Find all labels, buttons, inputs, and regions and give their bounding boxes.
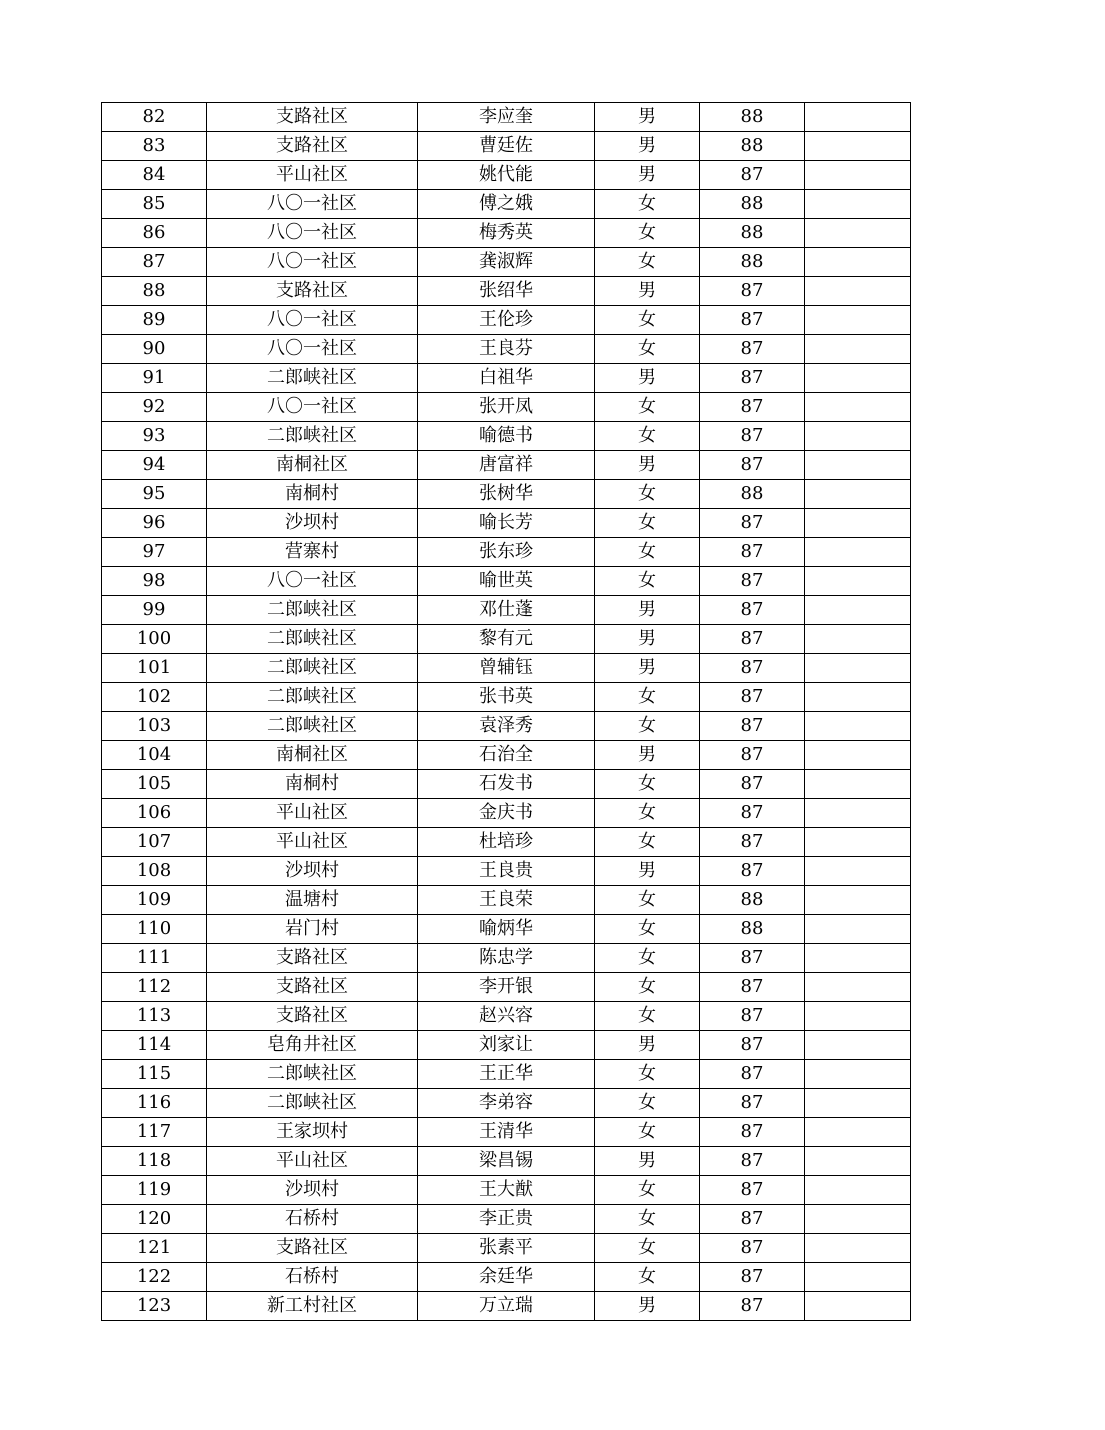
- cell-name: 杜培珍: [418, 828, 595, 857]
- cell-community: 平山社区: [207, 1147, 418, 1176]
- cell-gender: 男: [595, 364, 700, 393]
- table-row: [102, 306, 911, 335]
- cell-age: 87: [700, 1234, 805, 1263]
- cell-age: 87: [700, 973, 805, 1002]
- cell-community: 石桥村: [207, 1205, 418, 1234]
- cell-note: [805, 132, 911, 161]
- cell-name: 余廷华: [418, 1263, 595, 1292]
- cell-number: 117: [102, 1118, 207, 1147]
- table-row: [102, 799, 911, 828]
- cell-note: [805, 335, 911, 364]
- table-row: [102, 219, 911, 248]
- cell-gender: 女: [595, 190, 700, 219]
- cell-community: 石桥村: [207, 1263, 418, 1292]
- cell-gender: 女: [595, 915, 700, 944]
- cell-number: 102: [102, 683, 207, 712]
- cell-number: 98: [102, 567, 207, 596]
- cell-note: [805, 857, 911, 886]
- cell-note: [805, 277, 911, 306]
- table-row: [102, 1205, 911, 1234]
- cell-name: 王大猷: [418, 1176, 595, 1205]
- cell-number: 108: [102, 857, 207, 886]
- cell-community: 八〇一社区: [207, 190, 418, 219]
- cell-age: 87: [700, 1089, 805, 1118]
- cell-note: [805, 886, 911, 915]
- cell-age: 87: [700, 393, 805, 422]
- cell-note: [805, 1263, 911, 1292]
- cell-number: 86: [102, 219, 207, 248]
- cell-name: 王正华: [418, 1060, 595, 1089]
- cell-note: [805, 1176, 911, 1205]
- cell-number: 121: [102, 1234, 207, 1263]
- cell-gender: 女: [595, 306, 700, 335]
- table-row: [102, 364, 911, 393]
- table-row: [102, 567, 911, 596]
- cell-name: 石治全: [418, 741, 595, 770]
- cell-gender: 女: [595, 1002, 700, 1031]
- cell-note: [805, 1234, 911, 1263]
- cell-gender: 男: [595, 132, 700, 161]
- cell-age: 87: [700, 799, 805, 828]
- cell-gender: 男: [595, 741, 700, 770]
- cell-community: 二郎峡社区: [207, 596, 418, 625]
- cell-note: [805, 480, 911, 509]
- cell-name: 曹廷佐: [418, 132, 595, 161]
- cell-note: [805, 973, 911, 1002]
- cell-gender: 女: [595, 219, 700, 248]
- cell-number: 89: [102, 306, 207, 335]
- cell-community: 二郎峡社区: [207, 364, 418, 393]
- cell-age: 87: [700, 335, 805, 364]
- cell-note: [805, 944, 911, 973]
- cell-number: 88: [102, 277, 207, 306]
- cell-age: 87: [700, 451, 805, 480]
- cell-name: 喻世英: [418, 567, 595, 596]
- cell-name: 张素平: [418, 1234, 595, 1263]
- table-row: [102, 654, 911, 683]
- cell-name: 唐富祥: [418, 451, 595, 480]
- cell-gender: 男: [595, 1147, 700, 1176]
- cell-number: 120: [102, 1205, 207, 1234]
- cell-note: [805, 248, 911, 277]
- cell-age: 87: [700, 857, 805, 886]
- cell-note: [805, 799, 911, 828]
- cell-number: 85: [102, 190, 207, 219]
- cell-note: [805, 422, 911, 451]
- cell-note: [805, 712, 911, 741]
- cell-gender: 女: [595, 1234, 700, 1263]
- cell-name: 龚淑辉: [418, 248, 595, 277]
- cell-number: 103: [102, 712, 207, 741]
- cell-note: [805, 1118, 911, 1147]
- cell-age: 88: [700, 248, 805, 277]
- table-row: [102, 915, 911, 944]
- table-row: [102, 132, 911, 161]
- cell-gender: 女: [595, 712, 700, 741]
- cell-age: 87: [700, 422, 805, 451]
- cell-name: 傅之娥: [418, 190, 595, 219]
- cell-community: 支路社区: [207, 1234, 418, 1263]
- cell-age: 87: [700, 509, 805, 538]
- cell-number: 110: [102, 915, 207, 944]
- cell-gender: 女: [595, 393, 700, 422]
- table-row: [102, 886, 911, 915]
- cell-note: [805, 654, 911, 683]
- cell-number: 95: [102, 480, 207, 509]
- cell-community: 南桐村: [207, 770, 418, 799]
- table-row: [102, 248, 911, 277]
- table-row: [102, 335, 911, 364]
- cell-name: 张开凤: [418, 393, 595, 422]
- cell-gender: 男: [595, 857, 700, 886]
- cell-name: 曾辅钰: [418, 654, 595, 683]
- cell-age: 87: [700, 1031, 805, 1060]
- cell-age: 87: [700, 712, 805, 741]
- cell-community: 南桐社区: [207, 451, 418, 480]
- cell-community: 新工村社区: [207, 1292, 418, 1321]
- cell-gender: 女: [595, 973, 700, 1002]
- cell-community: 八〇一社区: [207, 219, 418, 248]
- cell-gender: 女: [595, 509, 700, 538]
- cell-community: 营寨村: [207, 538, 418, 567]
- cell-name: 白祖华: [418, 364, 595, 393]
- cell-community: 八〇一社区: [207, 393, 418, 422]
- cell-age: 88: [700, 132, 805, 161]
- table-row: [102, 944, 911, 973]
- cell-number: 112: [102, 973, 207, 1002]
- cell-number: 90: [102, 335, 207, 364]
- cell-age: 88: [700, 886, 805, 915]
- table-row: [102, 1234, 911, 1263]
- cell-name: 张书英: [418, 683, 595, 712]
- cell-note: [805, 567, 911, 596]
- cell-community: 支路社区: [207, 103, 418, 132]
- residents-table: [101, 102, 911, 1321]
- cell-age: 87: [700, 1118, 805, 1147]
- cell-community: 二郎峡社区: [207, 422, 418, 451]
- table-row: [102, 828, 911, 857]
- cell-name: 黎有元: [418, 625, 595, 654]
- table-row: [102, 451, 911, 480]
- cell-note: [805, 509, 911, 538]
- cell-note: [805, 1031, 911, 1060]
- cell-gender: 女: [595, 828, 700, 857]
- cell-number: 97: [102, 538, 207, 567]
- cell-age: 87: [700, 828, 805, 857]
- cell-community: 平山社区: [207, 828, 418, 857]
- cell-age: 87: [700, 683, 805, 712]
- cell-number: 111: [102, 944, 207, 973]
- cell-note: [805, 625, 911, 654]
- cell-age: 87: [700, 770, 805, 799]
- table-row: [102, 190, 911, 219]
- cell-community: 二郎峡社区: [207, 654, 418, 683]
- cell-number: 105: [102, 770, 207, 799]
- cell-community: 支路社区: [207, 277, 418, 306]
- cell-name: 万立瑞: [418, 1292, 595, 1321]
- cell-note: [805, 1089, 911, 1118]
- cell-community: 王家坝村: [207, 1118, 418, 1147]
- table-body: [102, 103, 911, 1321]
- cell-note: [805, 1060, 911, 1089]
- cell-gender: 女: [595, 683, 700, 712]
- cell-note: [805, 190, 911, 219]
- table-row: [102, 741, 911, 770]
- cell-gender: 女: [595, 770, 700, 799]
- cell-number: 92: [102, 393, 207, 422]
- cell-gender: 男: [595, 1031, 700, 1060]
- cell-note: [805, 1292, 911, 1321]
- cell-name: 王良荣: [418, 886, 595, 915]
- table-row: [102, 596, 911, 625]
- table-row: [102, 422, 911, 451]
- cell-name: 刘家让: [418, 1031, 595, 1060]
- cell-name: 石发书: [418, 770, 595, 799]
- cell-community: 二郎峡社区: [207, 1089, 418, 1118]
- table-row: [102, 1176, 911, 1205]
- cell-community: 八〇一社区: [207, 567, 418, 596]
- cell-note: [805, 1002, 911, 1031]
- cell-name: 喻德书: [418, 422, 595, 451]
- table-row: [102, 277, 911, 306]
- cell-community: 沙坝村: [207, 1176, 418, 1205]
- cell-community: 南桐社区: [207, 741, 418, 770]
- table-row: [102, 1292, 911, 1321]
- cell-name: 姚代能: [418, 161, 595, 190]
- cell-gender: 女: [595, 538, 700, 567]
- cell-note: [805, 161, 911, 190]
- cell-number: 87: [102, 248, 207, 277]
- cell-gender: 女: [595, 1176, 700, 1205]
- cell-name: 梁昌锡: [418, 1147, 595, 1176]
- cell-community: 二郎峡社区: [207, 1060, 418, 1089]
- cell-number: 84: [102, 161, 207, 190]
- cell-name: 张东珍: [418, 538, 595, 567]
- cell-number: 119: [102, 1176, 207, 1205]
- table-row: [102, 1263, 911, 1292]
- cell-name: 李应奎: [418, 103, 595, 132]
- cell-community: 平山社区: [207, 161, 418, 190]
- cell-community: 沙坝村: [207, 509, 418, 538]
- cell-gender: 男: [595, 596, 700, 625]
- cell-community: 二郎峡社区: [207, 712, 418, 741]
- cell-name: 李正贵: [418, 1205, 595, 1234]
- cell-age: 88: [700, 190, 805, 219]
- cell-community: 支路社区: [207, 944, 418, 973]
- cell-name: 喻长芳: [418, 509, 595, 538]
- cell-age: 87: [700, 1147, 805, 1176]
- table-row: [102, 1089, 911, 1118]
- cell-community: 八〇一社区: [207, 248, 418, 277]
- cell-note: [805, 364, 911, 393]
- cell-name: 金庆书: [418, 799, 595, 828]
- cell-age: 87: [700, 654, 805, 683]
- cell-note: [805, 828, 911, 857]
- cell-number: 113: [102, 1002, 207, 1031]
- cell-name: 李弟容: [418, 1089, 595, 1118]
- cell-number: 116: [102, 1089, 207, 1118]
- cell-gender: 女: [595, 1205, 700, 1234]
- cell-community: 支路社区: [207, 973, 418, 1002]
- cell-note: [805, 683, 911, 712]
- cell-gender: 女: [595, 480, 700, 509]
- cell-gender: 女: [595, 1060, 700, 1089]
- cell-age: 87: [700, 567, 805, 596]
- cell-number: 107: [102, 828, 207, 857]
- cell-age: 87: [700, 625, 805, 654]
- cell-community: 岩门村: [207, 915, 418, 944]
- table-row: [102, 770, 911, 799]
- cell-name: 陈忠学: [418, 944, 595, 973]
- cell-community: 温塘村: [207, 886, 418, 915]
- cell-age: 87: [700, 306, 805, 335]
- cell-gender: 男: [595, 654, 700, 683]
- cell-community: 支路社区: [207, 1002, 418, 1031]
- cell-age: 88: [700, 219, 805, 248]
- cell-number: 91: [102, 364, 207, 393]
- cell-gender: 女: [595, 1089, 700, 1118]
- cell-number: 114: [102, 1031, 207, 1060]
- table-row: [102, 857, 911, 886]
- cell-note: [805, 596, 911, 625]
- cell-age: 88: [700, 480, 805, 509]
- cell-age: 87: [700, 1205, 805, 1234]
- cell-note: [805, 393, 911, 422]
- cell-note: [805, 1147, 911, 1176]
- cell-gender: 女: [595, 944, 700, 973]
- cell-community: 二郎峡社区: [207, 625, 418, 654]
- table-row: [102, 712, 911, 741]
- cell-name: 赵兴容: [418, 1002, 595, 1031]
- cell-note: [805, 306, 911, 335]
- cell-gender: 女: [595, 335, 700, 364]
- cell-community: 平山社区: [207, 799, 418, 828]
- cell-note: [805, 741, 911, 770]
- table-row: [102, 1031, 911, 1060]
- cell-gender: 女: [595, 886, 700, 915]
- cell-number: 94: [102, 451, 207, 480]
- table-row: [102, 509, 911, 538]
- cell-gender: 女: [595, 422, 700, 451]
- cell-number: 106: [102, 799, 207, 828]
- cell-note: [805, 219, 911, 248]
- cell-note: [805, 1205, 911, 1234]
- cell-gender: 女: [595, 567, 700, 596]
- table-row: [102, 973, 911, 1002]
- cell-age: 87: [700, 1292, 805, 1321]
- cell-note: [805, 103, 911, 132]
- cell-name: 邓仕蓬: [418, 596, 595, 625]
- cell-name: 王良芬: [418, 335, 595, 364]
- cell-note: [805, 915, 911, 944]
- cell-gender: 男: [595, 625, 700, 654]
- table-row: [102, 103, 911, 132]
- cell-age: 87: [700, 1002, 805, 1031]
- cell-age: 87: [700, 161, 805, 190]
- cell-age: 87: [700, 364, 805, 393]
- table-row: [102, 480, 911, 509]
- table-row: [102, 625, 911, 654]
- cell-age: 87: [700, 741, 805, 770]
- cell-number: 99: [102, 596, 207, 625]
- cell-age: 87: [700, 277, 805, 306]
- cell-note: [805, 451, 911, 480]
- cell-community: 皂角井社区: [207, 1031, 418, 1060]
- cell-gender: 男: [595, 451, 700, 480]
- cell-number: 100: [102, 625, 207, 654]
- cell-community: 八〇一社区: [207, 306, 418, 335]
- cell-name: 王良贵: [418, 857, 595, 886]
- cell-gender: 男: [595, 161, 700, 190]
- cell-age: 87: [700, 1263, 805, 1292]
- table-row: [102, 683, 911, 712]
- cell-name: 张树华: [418, 480, 595, 509]
- cell-gender: 女: [595, 1263, 700, 1292]
- table-row: [102, 393, 911, 422]
- cell-number: 123: [102, 1292, 207, 1321]
- cell-age: 87: [700, 944, 805, 973]
- cell-gender: 女: [595, 799, 700, 828]
- cell-gender: 男: [595, 277, 700, 306]
- cell-note: [805, 770, 911, 799]
- cell-number: 109: [102, 886, 207, 915]
- cell-number: 82: [102, 103, 207, 132]
- cell-number: 122: [102, 1263, 207, 1292]
- table-row: [102, 161, 911, 190]
- cell-number: 118: [102, 1147, 207, 1176]
- cell-number: 104: [102, 741, 207, 770]
- cell-name: 张绍华: [418, 277, 595, 306]
- cell-name: 喻炳华: [418, 915, 595, 944]
- cell-community: 沙坝村: [207, 857, 418, 886]
- table-row: [102, 1060, 911, 1089]
- cell-age: 88: [700, 915, 805, 944]
- cell-name: 梅秀英: [418, 219, 595, 248]
- cell-age: 87: [700, 1060, 805, 1089]
- cell-community: 支路社区: [207, 132, 418, 161]
- cell-number: 96: [102, 509, 207, 538]
- table-row: [102, 538, 911, 567]
- cell-community: 二郎峡社区: [207, 683, 418, 712]
- cell-gender: 男: [595, 103, 700, 132]
- cell-gender: 女: [595, 248, 700, 277]
- cell-note: [805, 538, 911, 567]
- cell-community: 南桐村: [207, 480, 418, 509]
- cell-number: 93: [102, 422, 207, 451]
- table-row: [102, 1147, 911, 1176]
- cell-age: 88: [700, 103, 805, 132]
- cell-number: 101: [102, 654, 207, 683]
- cell-gender: 女: [595, 1118, 700, 1147]
- cell-name: 王清华: [418, 1118, 595, 1147]
- cell-age: 87: [700, 1176, 805, 1205]
- cell-age: 87: [700, 538, 805, 567]
- cell-community: 八〇一社区: [207, 335, 418, 364]
- cell-number: 83: [102, 132, 207, 161]
- cell-gender: 男: [595, 1292, 700, 1321]
- cell-name: 袁泽秀: [418, 712, 595, 741]
- table-row: [102, 1002, 911, 1031]
- cell-name: 李开银: [418, 973, 595, 1002]
- cell-number: 115: [102, 1060, 207, 1089]
- cell-name: 王伦珍: [418, 306, 595, 335]
- cell-age: 87: [700, 596, 805, 625]
- table-row: [102, 1118, 911, 1147]
